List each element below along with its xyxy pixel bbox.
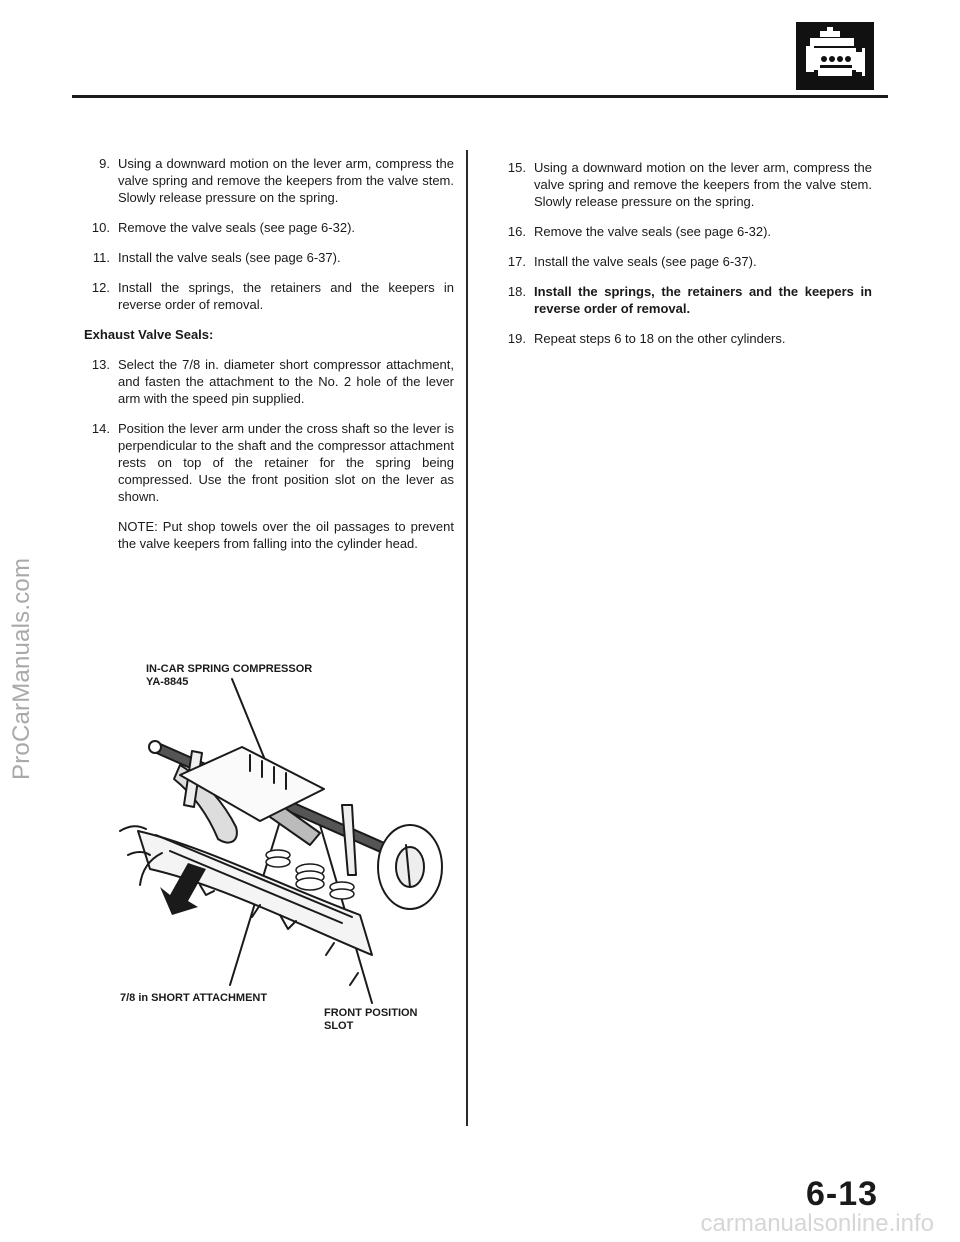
tool-label-line1: IN-CAR SPRING COMPRESSOR: [146, 663, 313, 675]
step-14: [84, 420, 454, 505]
step-number: 13.: [91, 357, 110, 372]
step-text: Select the 7/8 in. diameter short compressor attachment, and fasten the attachment to the No. 2 hole of the lever arm with the speed pin supplied.: [118, 357, 454, 406]
step-text: Install the valve seals (see page 6-37).: [118, 250, 341, 265]
exhaust-valve-seals-heading: Exhaust Valve Seals:: [84, 327, 214, 342]
compressor-illustration: [110, 655, 460, 1045]
step-text: Using a downward motion on the lever arm, compress the valve spring and remove the keepers from the valve stem. Slowly release pressure on the spring.: [118, 156, 454, 205]
step-text: Position the lever arm under the cross shaft so the lever is perpendicular to the shaft and the compressor attachment rests on top of the retainer for the spring being compressed. Use the front position slot on the lever as shown.: [118, 421, 454, 504]
step-text: Install the springs, the retainers and the keepers in reverse order of removal.: [534, 284, 872, 316]
step-number: 15.: [507, 160, 526, 175]
side-watermark: ProCarManuals.com: [8, 557, 35, 780]
left-column: [84, 155, 454, 566]
step-16: [500, 223, 872, 240]
step-number: 16.: [507, 224, 526, 239]
step-text: Using a downward motion on the lever arm, compress the valve spring and remove the keepers from the valve stem. Slowly release pressure on the spring.: [534, 160, 872, 209]
slot-label-line2: SLOT: [324, 1020, 354, 1032]
step-12: [84, 279, 454, 313]
step-text: Repeat steps 6 to 18 on the other cylinders.: [534, 331, 786, 346]
step-19: [500, 330, 872, 347]
note-text: NOTE: Put shop towels over the oil passages to prevent the valve keepers from falling into the cylinder head.: [118, 519, 454, 551]
step-number: 12.: [91, 280, 110, 295]
step-number: 10.: [91, 220, 110, 235]
step-text: Install the springs, the retainers and the keepers in reverse order of removal.: [118, 280, 454, 312]
step-number: 11.: [92, 250, 110, 265]
step-number: 17.: [507, 254, 526, 269]
attachment-label: 7/8 in SHORT ATTACHMENT: [120, 992, 268, 1004]
step-text: Remove the valve seals (see page 6-32).: [118, 220, 356, 235]
step-number: 9.: [99, 156, 110, 171]
page-number: 6-13: [806, 1175, 879, 1213]
compressor-figure: [110, 655, 460, 1045]
bottom-watermark: carmanualsonline.info: [700, 1210, 934, 1237]
step-18: [500, 283, 872, 317]
step-11: [84, 249, 454, 266]
step-9: [84, 155, 454, 206]
step-10: [84, 219, 454, 236]
tool-label: [146, 663, 312, 689]
header-rule: [72, 95, 888, 98]
step-number: 19.: [507, 331, 526, 346]
column-divider: [466, 150, 468, 1126]
slot-label: [324, 1007, 418, 1033]
right-column: [500, 159, 872, 360]
step-17: [500, 253, 872, 270]
step-text: Remove the valve seals (see page 6-32).: [534, 224, 772, 239]
step-text: Install the valve seals (see page 6-37).: [534, 254, 757, 269]
slot-label-line1: FRONT POSITION: [324, 1007, 418, 1019]
engine-icon: [796, 22, 874, 90]
step-number: 18.: [507, 284, 526, 299]
step-13: [84, 356, 454, 407]
step-15: [500, 159, 872, 210]
tool-label-line2: YA-8845: [146, 676, 189, 688]
step-number: 14.: [91, 421, 110, 436]
